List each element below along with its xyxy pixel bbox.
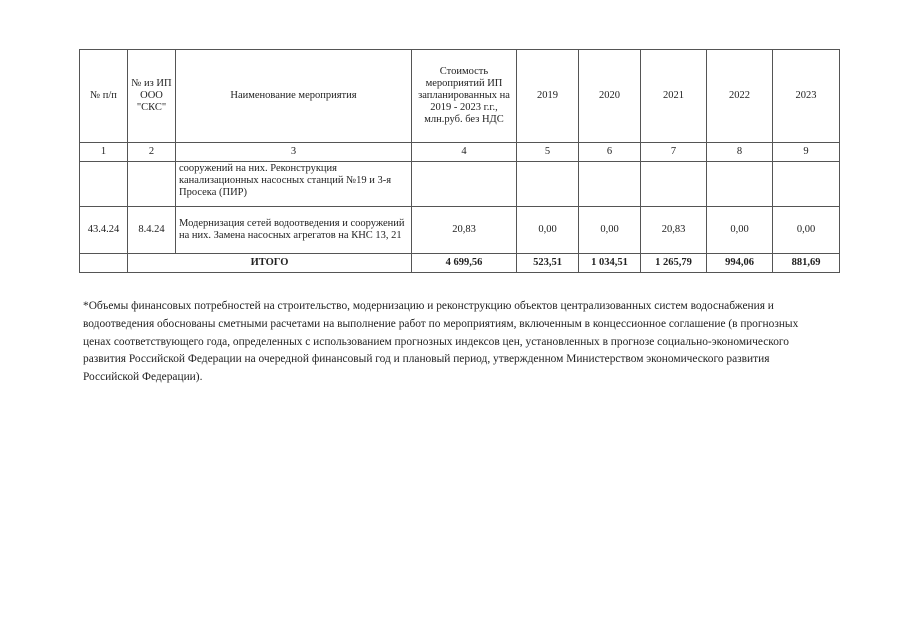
column-number: 8 xyxy=(707,143,773,162)
column-number: 9 xyxy=(773,143,840,162)
total-label: ИТОГО xyxy=(128,254,412,273)
row-cost: 20,83 xyxy=(412,207,517,254)
header-year-2020: 2020 xyxy=(579,50,641,143)
document-page xyxy=(79,49,840,273)
row-value-2020: 0,00 xyxy=(579,207,641,254)
column-number: 6 xyxy=(579,143,641,162)
row-value-2021: 20,83 xyxy=(641,207,707,254)
row-number xyxy=(80,162,128,207)
column-number-row xyxy=(80,143,840,162)
total-2022: 994,06 xyxy=(707,254,773,273)
row-value-2022 xyxy=(707,162,773,207)
row-ip-number: 8.4.24 xyxy=(128,207,176,254)
row-value-2019 xyxy=(517,162,579,207)
footnote: *Объемы финансовых потребностей на строительство, модернизацию и реконструкцию объектов централизованных систем водоснабжения и водоотведения обоснованы сметными расчетами на выполнение работ по мероприятиям, включенным в концессионное соглашение (в прогнозных ценах соответствующего года, определенных с использованием прогнозных индексов цен, установленных в прогнозе социально-экономического развития Российской Федерации на очередной финансовый год и плановый период, утвержденном Министерством экономического развития Российской Федерации). xyxy=(83,300,799,383)
total-2020: 1 034,51 xyxy=(579,254,641,273)
header-year-2019: 2019 xyxy=(517,50,579,143)
row-value-2019: 0,00 xyxy=(517,207,579,254)
column-number: 3 xyxy=(176,143,412,162)
total-empty-cell xyxy=(80,254,128,273)
header-year-2021: 2021 xyxy=(641,50,707,143)
header-row-number: № п/п xyxy=(80,50,128,143)
header-ip-number: № из ИП ООО "СКС" xyxy=(128,50,176,143)
row-measure-name: сооружений на них. Реконструкция канализационных насосных станций №19 и 3-я Просека (ПИР) xyxy=(176,162,412,207)
row-value-2023: 0,00 xyxy=(773,207,840,254)
row-cost xyxy=(412,162,517,207)
table-row xyxy=(80,207,840,254)
table-header-row xyxy=(80,50,840,143)
total-2021: 1 265,79 xyxy=(641,254,707,273)
total-row xyxy=(80,254,840,273)
row-ip-number xyxy=(128,162,176,207)
row-value-2023 xyxy=(773,162,840,207)
header-measure-name: Наименование мероприятия xyxy=(176,50,412,143)
table-row xyxy=(80,162,840,207)
column-number: 2 xyxy=(128,143,176,162)
row-value-2022: 0,00 xyxy=(707,207,773,254)
column-number: 5 xyxy=(517,143,579,162)
investment-table xyxy=(79,49,840,273)
row-value-2021 xyxy=(641,162,707,207)
row-value-2020 xyxy=(579,162,641,207)
column-number: 4 xyxy=(412,143,517,162)
row-measure-name: Модернизация сетей водоотведения и сооружений на них. Замена насосных агрегатов на КНС 13, 21 xyxy=(176,207,412,254)
column-number: 7 xyxy=(641,143,707,162)
total-2023: 881,69 xyxy=(773,254,840,273)
header-total-cost: Стоимость мероприятий ИП запланированных на 2019 - 2023 г.г., млн.руб. без НДС xyxy=(412,50,517,143)
column-number: 1 xyxy=(80,143,128,162)
row-number: 43.4.24 xyxy=(80,207,128,254)
total-cost: 4 699,56 xyxy=(412,254,517,273)
total-2019: 523,51 xyxy=(517,254,579,273)
header-year-2023: 2023 xyxy=(773,50,840,143)
header-year-2022: 2022 xyxy=(707,50,773,143)
